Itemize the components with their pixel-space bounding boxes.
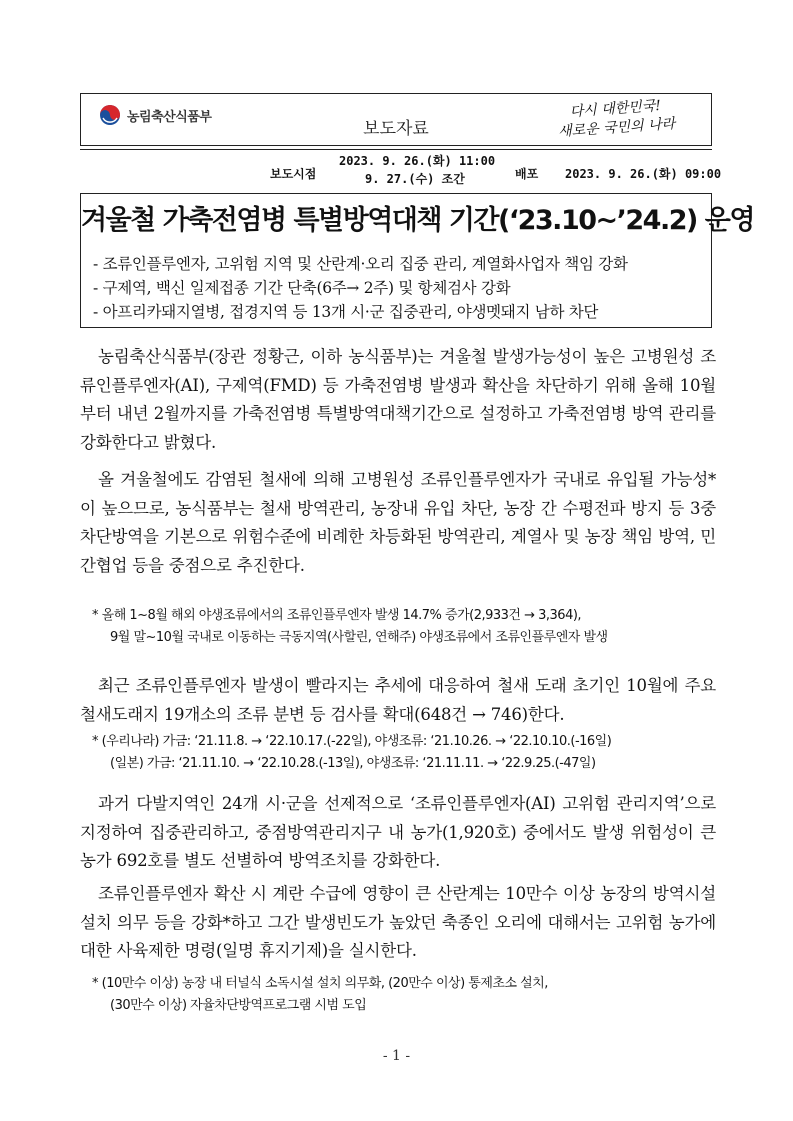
title-box (80, 193, 754, 328)
ministry-name: 농림축산식품부 (127, 109, 212, 125)
header-box (80, 93, 712, 146)
paragraph-1: 농림축산식품부(장관 정황근, 이하 농식품부)는 겨울철 발생가능성이 높은 고병원성 조류인플루엔자(AI), 구제역(FMD) 등 가축전염병 발생과 확산을 차단하기 위해 올해 10월부터 내년 2월까지를 가축전염병 특별방역대책기간으로 설정하고 가축전염병 방역 관리를 강화한다고 밝혔다. (80, 347, 716, 452)
footnote-1 (92, 605, 722, 649)
page-number: - 1 - (382, 1048, 411, 1064)
paragraph-5: 조류인플루엔자 확산 시 계란 수급에 영향이 큰 산란계는 10만수 이상 농장의 방역시설 설치 의무 등을 강화*하고 그간 발생빈도가 높았던 축종인 오리에 대해서는 고위험 농가에 대한 사육제한 명령(일명 휴지기제)을 실시한다. (80, 884, 716, 960)
distribution-label: 배포 (515, 167, 539, 181)
distribution-time: 2023. 9. 26.(화) 09:00 (565, 167, 722, 181)
footnote-2-line1: * (우리나라) 가금: ‘21.11.8. → ‘22.10.17.(-22일), 야생조류: ‘21.10.26. → ‘22.10.10.(-16일) (92, 734, 612, 749)
release-times (339, 152, 495, 188)
release-time-1: 2023. 9. 26.(화) 11:00 (339, 154, 496, 168)
footnote-1-line1: * 올해 1~8월 해외 야생조류에서의 조류인플루엔자 발생 14.7% 증가(2,933건 → 3,364), (92, 608, 582, 623)
page-title: 겨울철 가축전염병 특별방역대책 기간(‘23.10~’24.2) 운영 (81, 205, 754, 236)
slogan-line1: 다시 대한민국! (569, 97, 662, 121)
slogan-line2: 새로운 국민의 나라 (557, 115, 676, 141)
release-time-2: 9. 27.(수) 조간 (365, 172, 465, 186)
paragraph-2: 올 겨울철에도 감염된 철새에 의해 고병원성 조류인플루엔자가 국내로 유입될 가능성*이 높으므로, 농식품부는 철새 방역관리, 농장내 유입 차단, 농장 간 수평전파 방지 등 3중 차단방역을 기본으로 위험수준에 비례한 차등화된 방역관리, 계열사 및 농장 책임 방역, 민간협업 등을 중점으로 추진한다. (80, 470, 716, 575)
doc-type: 보도자료 (363, 119, 429, 139)
summary-bullets (93, 252, 628, 324)
summary-bullet: - 구제역, 백신 일제접종 기간 단축(6주→ 2주) 및 항체검사 강화 (93, 279, 511, 297)
footnote-2 (92, 731, 722, 775)
footnote-3-line1: * (10만수 이상) 농장 내 터널식 소독시설 설치 의무화, (20만수 이상) 통제초소 설치, (92, 976, 548, 991)
paragraph-3: 최근 조류인플루엔자 발생이 빨라지는 추세에 대응하여 철새 도래 초기인 10월에 주요 철새도래지 19개소의 조류 분변 등 검사를 확대(648건 → 746)한다. (80, 676, 716, 724)
footnote-2-line2: (일본) 가금: ‘21.11.10. → ‘22.10.28.(-13일), 야생조류: ‘21.11.11. → ‘22.9.25.(-47일) (110, 756, 596, 771)
paragraph-4: 과거 다발지역인 24개 시·군을 선제적으로 ‘조류인플루엔자(AI) 고위험 관리지역’으로 지정하여 집중관리하고, 중점방역관리지구 내 농가(1,920호) 중에서도 발생 위험성이 큰 농가 692호를 별도 선별하여 방역조치를 강화한다. (80, 794, 716, 870)
footnote-3-line2: (30만수 이상) 자율차단방역프로그램 시범 도입 (110, 998, 367, 1013)
footnote-3 (92, 973, 722, 1017)
summary-bullet: - 아프리카돼지열병, 접경지역 등 13개 시·군 집중관리, 야생멧돼지 남하 차단 (93, 303, 599, 321)
footnote-1-line2: 9월 말~10월 국내로 이동하는 극동지역(사할린, 연해주) 야생조류에서 조류인플루엔자 발생 (110, 630, 608, 645)
release-label: 보도시점 (270, 167, 317, 181)
summary-bullet: - 조류인플루엔자, 고위험 지역 및 산란계·오리 집중 관리, 계열화사업자 책임 강화 (93, 255, 628, 273)
